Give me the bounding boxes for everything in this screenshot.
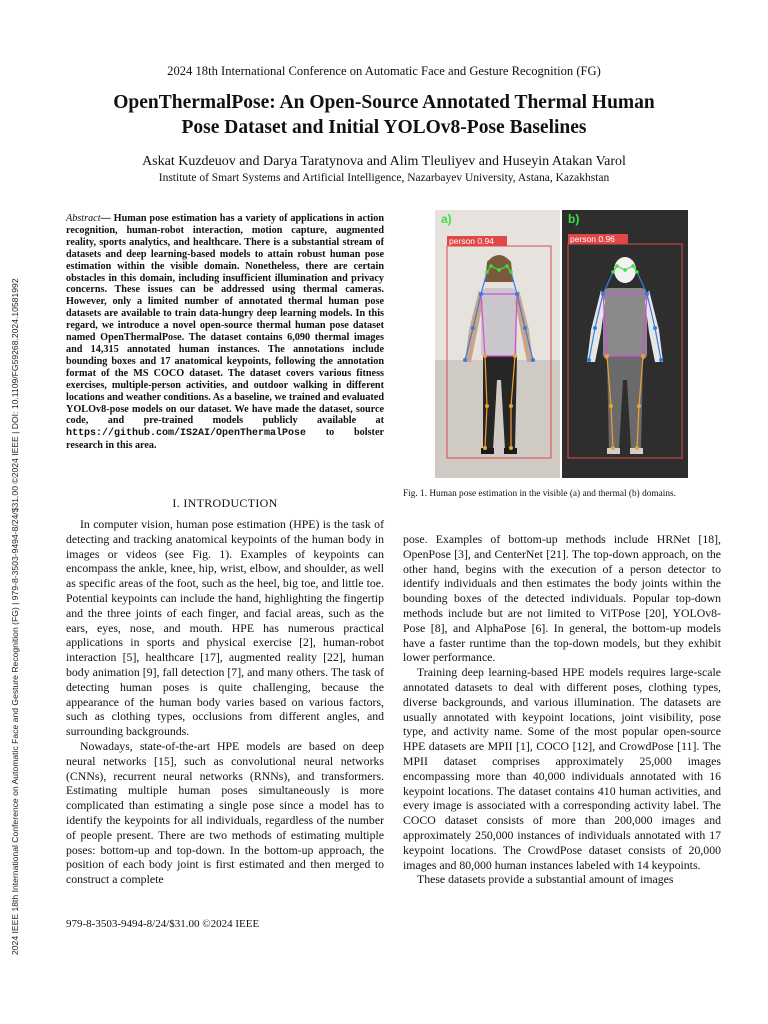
title-line-2: Pose Dataset and Initial YOLOv8-Pose Baselines bbox=[181, 117, 587, 138]
figure-1 bbox=[435, 210, 688, 478]
figure-caption: Fig. 1. Human pose estimation in the visible (a) and thermal (b) domains. bbox=[403, 489, 676, 499]
abstract bbox=[66, 213, 384, 452]
abstract-dash: — bbox=[100, 213, 111, 224]
right-column bbox=[403, 532, 721, 887]
side-stamp-text: 2024 IEEE 18th International Conference on Automatic Face and Gesture Recognition (FG) | 979-8-3503-9494-8/24/$31.00 ©2024 IEEE | DOI: 10.1109/FG59268.2024.10581992 bbox=[10, 278, 20, 955]
abstract-url[interactable]: https://github.com/IS2AI/OpenThermalPose bbox=[66, 428, 307, 440]
paper-title bbox=[60, 90, 708, 140]
paragraph: pose. Examples of bottom-up methods include HRNet [18], OpenPose [3], and CenterNet [21]. The top-down approach, on the other hand, begins with the execution of a person detector to identify individuals and then estimates the body joints within the bounding boxes of the detected individuals. Popular top-down methods include but are not limited to ViTPose [20], YOLOv8-Pose [8], and AlphaPose [6]. In general, the bottom-up models have a faster runtime than the top-down models, but they exhibit lower performance. bbox=[403, 532, 721, 665]
section-heading-introduction: I. INTRODUCTION bbox=[172, 496, 278, 510]
panel-b-label: b) bbox=[568, 212, 580, 226]
abstract-text: Human pose estimation has a variety of applications in action recognition, human-robot interaction, motion capture, augmented reality, sports analytics, and healthcare. There is a substantial stream of datasets and deep learning-based models to attain robust human pose estimation within the visible domain. Nonetheless, there are certain obstacles in this domain, including insufficient illumination and privacy concerns. These issues can be addressed using thermal cameras. However, only a limited number of annotated thermal human pose datasets are available to train data-hungry deep learning models. In this regard, we introduce a novel open-source thermal human pose dataset named OpenThermalPose. The dataset contains 6,090 thermal images and 14,315 annotated human instances. The annotations include bounding boxes and 17 anatomical keypoints, following the annotation format of the MS COCO dataset. The dataset covers various fitness exercises, multiple-person activities, and outdoor walking in different locations and weather conditions. As a baseline, we trained and evaluated YOLOv8-pose models on our dataset. We have made the dataset, source code, and pre-trained models publicly available at bbox=[66, 213, 384, 427]
figure-panel-visible bbox=[435, 210, 560, 478]
figure-panel-thermal bbox=[562, 210, 688, 478]
box-label-a: person 0.94 bbox=[449, 236, 494, 246]
footer-copyright: 979-8-3503-9494-8/24/$31.00 ©2024 IEEE bbox=[66, 918, 260, 930]
affiliation: Institute of Smart Systems and Artificial Intelligence, Nazarbayev University, Astana, Kazakhstan bbox=[158, 172, 610, 184]
abstract-lead: Abstract bbox=[66, 213, 101, 224]
paragraph: Training deep learning-based HPE models requires large-scale annotated datasets to deal with different poses, clothing types, diverse backgrounds, and various illumination. The datasets are usually annotated with keypoint locations, joint visibility, pose type, and activity name. Some of the most popular open-source HPE datasets are MPII [1], COCO [12], and CrowdPose [11]. The MPII dataset comprises approximately 25,000 images encompassing more than 40,000 individuals annotated with 16 keypoint locations. The dataset contains 410 human activities, and every image is associated with a corresponding activity label. The COCO dataset consists of more than 200,000 images and approximately 250,000 instances of individuals annotated with 17 keypoint locations. The CrowdPose dataset consists of 20,000 images and 80,000 human instances labeled with 14 keypoints. bbox=[403, 665, 721, 872]
paragraph: These datasets provide a substantial amount of images bbox=[417, 872, 674, 887]
panel-a-label: a) bbox=[441, 212, 452, 226]
abstract-tail: to bolster research in this area. bbox=[66, 427, 384, 452]
paragraph: Nowadays, state-of-the-art HPE models are based on deep neural networks [15], such as convolutional neural networks (CNNs), recurrent neural networks (RNNs), and transformers. Estimating multiple human poses simultaneously is more complicated than estimating a single pose since a model has to identify the keypoints for all individuals, regardless of the number of people present. There are two methods of estimating multiple poses: bottom-up and top-down. In the bottom-up approach, the position of each body joint is first estimated and then merged to construct a complete bbox=[66, 738, 384, 887]
left-column bbox=[66, 517, 384, 887]
box-label-b: person 0.96 bbox=[570, 234, 615, 244]
conference-header: 2024 18th International Conference on Automatic Face and Gesture Recognition (FG) bbox=[167, 64, 601, 78]
authors: Askat Kuzdeuov and Darya Taratynova and Alim Tleuliyev and Huseyin Atakan Varol bbox=[142, 154, 626, 169]
title-line-1: OpenThermalPose: An Open-Source Annotated Thermal Human bbox=[113, 92, 655, 113]
paragraph: In computer vision, human pose estimation (HPE) is the task of detecting and tracking anatomical keypoints of the human body in images or videos (see Fig. 1). Examples of keypoints can encompass the ankle, knee, hip, wrist, elbow, and shoulder, as well as specific areas of the foot, such as the heel, big toe, and little toe. Potential keypoints can include the hand, highlighting the fingertip and the three joints of each finger, and facial areas, such as the ears, eyes, nose, and mouth. HPE has numerous practical applications in sports and physical exercise [2], human-robot interaction [5], healthcare [17], augmented reality [22], human body animation [9], fall detection [7], and many others. The task of detecting human poses is quite challenging, because the appearance of the human body varies based on various factors, such as clothing types, occlusions from different angles, and surrounding backgrounds. bbox=[66, 517, 384, 739]
